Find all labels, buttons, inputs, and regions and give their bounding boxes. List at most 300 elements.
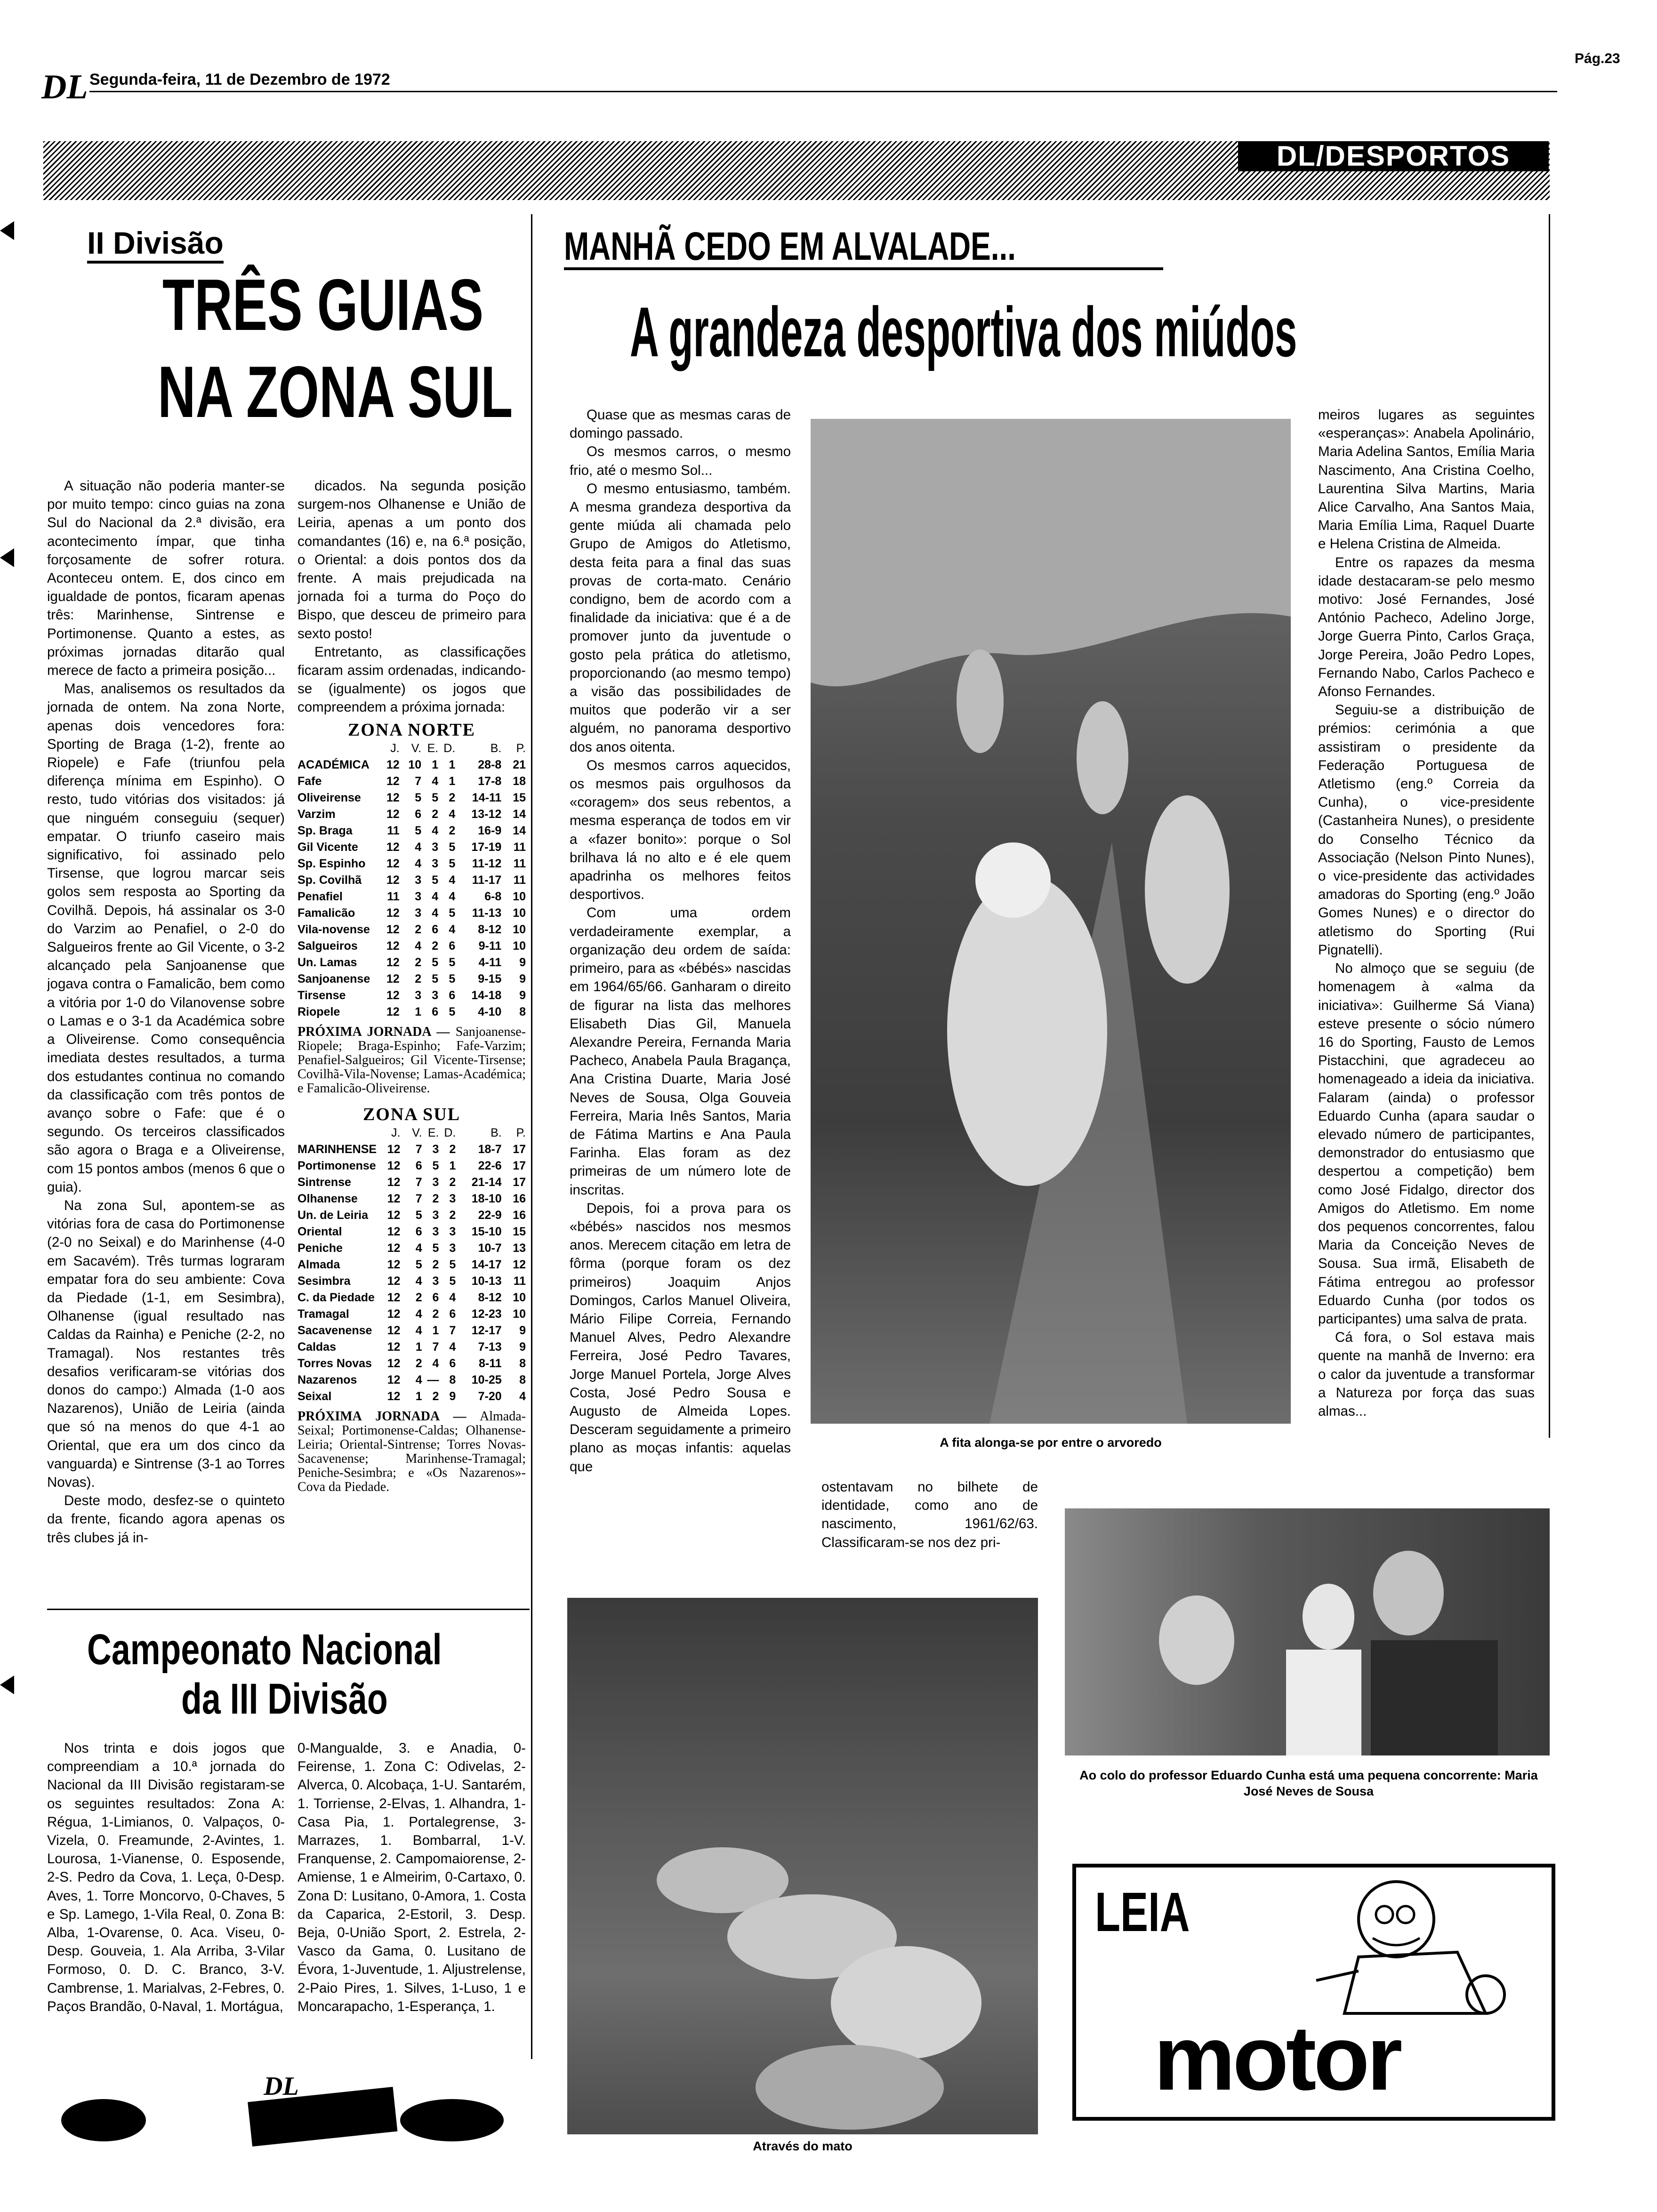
zona-norte-cell: 3 [432, 988, 439, 1002]
zona-norte-cell: 5 [432, 791, 439, 804]
zona-sul-cell: 2 [432, 1192, 439, 1205]
zona-sul-row [298, 1240, 526, 1257]
article3-col3-p4: No almoço que se seguiu (de homenagem à «alma da iniciativa»: Guilherme Sá Viana) esteve presente o sócio número 16 do Sporting, Fausto de Lemos Pistacchini, que agradeceu ao homenageado a ideia da iniciativa. Falaram (ainda) o professor Eduardo Cunha (apara saudar o elevado número de participantes, demonstrador do entusiasmo que despertou a competição) bem como José Fidalgo, director dos Amigos do Atletismo. Em nome dos pequenos concorrentes, falou Maria da Conceição Neves de Sousa. Sua irmã, Elisabeth de Fátima entregou ao professor Eduardo Cunha (por todos os participantes) uma salva de prata. [1318, 961, 1535, 1327]
zona-norte-cell: 8 [519, 1005, 526, 1018]
zona-sul-header-3: D. [444, 1126, 456, 1139]
article1-col1-p4: Deste modo, desfez-se o quinteto da frente, ficando agora apenas os três clubes já in- [47, 1493, 285, 1546]
zona-sul-cell: Nazarenos [298, 1373, 357, 1387]
article-divider [47, 1609, 530, 1610]
zona-norte-cell: 2 [415, 972, 422, 986]
zona-sul-cell: 10 [513, 1290, 526, 1304]
zona-sul-cell: 12 [387, 1258, 401, 1271]
zona-norte-cell: 17-19 [471, 840, 502, 854]
zona-sul-cell: Olhanense [298, 1192, 358, 1205]
zona-norte-cell: 1 [432, 758, 439, 771]
zona-norte-row [298, 905, 526, 922]
zona-sul-cell: Tramagal [298, 1307, 349, 1321]
ad-leia: LEIA [1095, 1881, 1190, 1943]
zona-norte-row [298, 954, 526, 971]
zona-sul-cell: 14-17 [471, 1258, 502, 1271]
zona-sul-cell: 17 [513, 1142, 526, 1156]
caption-through-bush: Através do mato [753, 2139, 853, 2153]
zona-sul-cell: 1 [449, 1159, 456, 1172]
zona-sul-cell: 5 [432, 1241, 439, 1255]
zona-sul-cell: 8-12 [478, 1290, 502, 1304]
zona-norte-row [298, 922, 526, 938]
zona-sul-cell: 6 [415, 1225, 422, 1238]
photo1-runner-head [975, 842, 1051, 918]
zona-sul-cell: 2 [432, 1307, 439, 1321]
zona-norte-cell: 3 [415, 873, 422, 887]
zona-sul-cell: 2 [449, 1175, 456, 1189]
zona-norte-cell: 6 [415, 807, 422, 821]
zona-sul-cell: 12-23 [471, 1307, 502, 1321]
zona-norte-cell: 12 [386, 807, 400, 821]
zona-sul-cell: 12 [387, 1323, 401, 1337]
zona-norte-cell: 10 [513, 922, 526, 936]
zona-norte-cell: 9 [519, 988, 526, 1002]
zona-norte-cell: 16-9 [478, 824, 502, 837]
zona-sul-cell: 2 [415, 1356, 422, 1370]
zona-norte-cell: 6 [432, 922, 439, 936]
zona-sul-cell: C. da Piedade [298, 1290, 375, 1304]
zona-sul-cell: 4 [449, 1290, 456, 1304]
article1-col1-p3: Na zona Sul, apontem-se as vitórias fora de casa do Portimonense (2-0 no Seixal) e do Marinhense (4-0 em Sacavém). Três turmas lograram empatar fora do seu ambiente: Cova da Piedade (1-1, em Sesimbra), Olhanense (igual resultado nas Caldas da Rainha) e Peniche (2-2, no Tramagal). Nos restantes três desafios verificaram-se vitórias dos donos do campo:) Almada (1-0 aos Nazarenos), União de Leiria (ainda que só na menos do que 4-1 ao Oriental, que era um dos cinco da vanguarda) e Sintrense (3-1 ao Torres Novas). [47, 1197, 285, 1490]
zona-sul-cell: 10-25 [471, 1373, 502, 1387]
article2-headline-line1: Campeonato Nacional [87, 1626, 442, 1674]
article1-headline-line2: NA ZONA SUL [158, 351, 513, 433]
zona-norte-cell: 5 [415, 824, 422, 837]
zona-sul-cell: 12 [387, 1241, 401, 1255]
article2-headline-line2: da III Divisão [181, 1675, 388, 1723]
zona-norte-cell: 7 [415, 774, 422, 788]
zona-sul-cell: 4 [415, 1241, 422, 1255]
zona-norte-cell: 11 [513, 840, 526, 854]
zona-sul-cell: 12 [387, 1225, 401, 1238]
zona-norte-cell: 10 [513, 939, 526, 953]
photo2-crowd-3 [831, 1946, 981, 2059]
zona-norte-cell: 12 [386, 972, 400, 986]
zona-sul-cell: Torres Novas [298, 1356, 372, 1370]
zona-norte-cell: Sp. Braga [298, 824, 353, 837]
photo-race-trees-art [811, 419, 1291, 1424]
zona-norte-cell: Tirsense [298, 988, 346, 1002]
zona-norte-cell: 5 [432, 873, 439, 887]
article1-col1-p2: Mas, analisemos os resultados da jornada de ontem. Na zona Norte, apenas dois vencedores fora: Sporting de Braga (1-2), frente ao Riopele) e Fafe (triunfou pela diferença mínima em Espinho). O resto, tudo vitórias dos visitados: já que ninguém conseguiu (sequer) empatar. O triunfo caseiro mais significativo, foi assinado pelo Tirsense, que logrou marcar seis golos sem resposta ao Sporting da Covilhã. Depois, há assinalar os 3-0 do Varzim ao Penafiel, o 2-0 do Salgueiros frente ao Gil Vicente, o 3-2 alcançado pela Sanjoanense que jogava contra o Famalicão, bem como a vitória por 1-0 do Vilanovense sobre o Lamas e o 3-1 da Académica sobre a Oliveirense. Como consequência imediata destes resultados, a turma dos estudantes continua no comando da classificação com três pontos de avanço sobre o Fafe: que é o segundo. Os terceiros classificados são agora o Braga e a Oliveirense, com 15 pontos ambos (menos 6 que o guia). [47, 681, 285, 1195]
zona-sul-cell: 3 [449, 1192, 456, 1205]
photo-through-bush-art [567, 1598, 1038, 2134]
zona-sul-cell: 17 [513, 1175, 526, 1189]
zona-sul-cell: 18-7 [478, 1142, 502, 1156]
zona-norte-cell: 15 [513, 791, 526, 804]
zona-norte-cell: 12 [386, 840, 400, 854]
zona-sul-cell: 9 [519, 1340, 526, 1354]
zona-sul-cell: 3 [449, 1241, 456, 1255]
zona-sul-cell: 7 [432, 1340, 439, 1354]
article3-col1-p1: Quase que as mesmas caras de domingo passado. [570, 407, 791, 441]
photo1-sky [811, 419, 1291, 686]
zona-sul-cell: 12 [513, 1258, 526, 1271]
zona-sul-cell: Almada [298, 1258, 340, 1271]
zona-norte-header-2: E. [427, 741, 439, 755]
zona-sul-cell: 6 [415, 1159, 422, 1172]
zona-norte-cell: Fafe [298, 774, 322, 788]
zona-sul-cell: 5 [432, 1159, 439, 1172]
zona-sul-cell: MARINHENSE [298, 1142, 377, 1156]
masthead-date: Segunda-feira, 11 de Dezembro de 1972 [89, 71, 390, 88]
zona-sul-cell: 3 [432, 1208, 439, 1222]
zona-norte-cell: 11-13 [472, 906, 502, 920]
zona-norte-cell: 3 [415, 988, 422, 1002]
article2-col2-text: 0-Mangualde, 3. e Anadia, 0-Feirense, 1. Zona C: Odivelas, 2-Alverca, 0. Alcobaça, 1-U. Santarém, 1. Torriense, 2-Elvas, 1. Alhandra, 1-Casa Pia, 1. Portalegrense, 3-Marrazes, 1. Bombarral, 1-V. Franquense, 2. Campomaiorense, 2-Amiense, 1 e Almeirim, 0-Cartaxo, 0. Zona D: Lusitano, 0-Amora, 1. Costa da Caparica, 2-Estoril, 3. Desp. Beja, 0-União Sport, 2. Estrela, 2-Vasco da Gama, 0. Lusitano de Évora, 1-Juventude, 1. Aljustrelense, 2-Paio Pires, 1. Silves, 1-Luso, 1 e Moncarapacho, 1-Esperança, 1. [298, 1740, 526, 2014]
zona-sul-cell: 12 [387, 1142, 401, 1156]
photo3-man-left [1159, 1595, 1234, 1685]
zona-norte-cell: 5 [432, 955, 439, 969]
article3-kicker-text: MANHÃ CEDO EM ALVALADE... [564, 224, 1016, 268]
zona-norte-cell: 9-11 [478, 939, 502, 953]
zona-sul-cell: 12 [387, 1192, 401, 1205]
zona-norte-cell: Famalicão [298, 906, 355, 920]
zona-sul-cell: 7 [449, 1323, 456, 1337]
article3-col1-p2: Os mesmos carros, o mesmo frio, até o mesmo Sol... [570, 444, 791, 478]
zona-norte-cell: 12 [386, 791, 400, 804]
zona-norte-table [298, 740, 526, 1020]
zona-sul-cell: 6 [449, 1307, 456, 1321]
zona-norte-cell: 10 [513, 890, 526, 903]
zona-norte-cell: 4 [432, 824, 439, 837]
zona-norte-cell: 6 [449, 939, 456, 953]
article2-column1 [47, 1739, 285, 2040]
zona-norte-cell: 14 [513, 824, 526, 837]
zona-norte-cell: 6 [449, 988, 456, 1002]
ad-cartoon-mascot-icon [1288, 1872, 1533, 2023]
zona-sul-row [298, 1224, 526, 1240]
zona-norte-cell: Oliveirense [298, 791, 361, 804]
zona-sul-cell: 4 [432, 1356, 439, 1370]
zona-norte-cell: 5 [449, 1005, 456, 1018]
masthead-rule [89, 91, 1557, 92]
zona-sul-row [298, 1339, 526, 1355]
zona-sul-cell: 4 [415, 1323, 422, 1337]
article3-column3 [1318, 406, 1535, 1483]
zona-norte-cell: 3 [415, 906, 422, 920]
zona-sul-proxima-text: Almada-Seixal; Portimonense-Caldas; Olhanense-Leiria; Oriental-Sintrense; Torres Novas-Sacavenense; Marinhense-Tramagal; Peniche-Sesimbra; e «Os Nazarenos»-Cova da Piedade. [298, 1409, 526, 1494]
section-banner-label: DL/DESPORTOS [1238, 141, 1549, 171]
photo2-crowd-4 [756, 2045, 944, 2130]
zona-norte-cell: 12 [386, 873, 400, 887]
zona-sul-cell: 4 [415, 1373, 422, 1387]
article3-col1-p3: O mesmo entusiasmo, também. A mesma grandeza desportiva da gente miúda ali chamada pelo Grupo de Amigos do Atletismo, desta feita para a final das suas provas de corta-mato. Cenário condigno, bem de acordo com a finalidade da iniciativa: que é a de promover junto da juventude o gosto pela prática do atletismo, proporcionando (ao mesmo tempo) a visão das possibilidades de muitos que poderão vir a ser alguém, no panorama desportivo dos anos oitenta. [570, 481, 791, 755]
zona-sul-cell: 7 [415, 1175, 422, 1189]
zona-norte-row [298, 856, 526, 872]
zona-norte-cell: Vila-novense [298, 922, 370, 936]
zona-sul-row [298, 1290, 526, 1306]
zona-sul-cell: 8 [519, 1356, 526, 1370]
zona-sul-row [298, 1322, 526, 1339]
article3-col2-text: ostentavam no bilhete de identidade, como ano de nascimento, 1961/62/63. Classificaram-se nos dez pri- [821, 1479, 1038, 1550]
zona-sul-cell: 2 [449, 1208, 456, 1222]
zona-sul-cell: Sacavenense [298, 1323, 372, 1337]
zona-sul-cell: 12 [387, 1290, 401, 1304]
zona-sul-cell: 10-7 [478, 1241, 502, 1255]
article3-col1-p5: Com uma ordem verdadeiramente exemplar, a organização deu ordem de saída: primeiro, para as «bébés» nascidas em 1964/65/66. Ganharam o direito de figurar na lista das melhores Elisabeth Dias Gil, Manuela Alexandre Pereira, Fernanda Maria Pacheco, Anabela Paula Bragança, Ana Cristina Duarte, Maria José Neves de Sousa, Olga Gouveia Ferreira, Maria Inês Santos, Maria de Fátima Martins e Ana Paula Farinha. Elas foram as dez primeiras de um número lote de inscritas. [570, 905, 791, 1198]
zona-norte-row [298, 889, 526, 905]
zona-norte-cell: 2 [415, 922, 422, 936]
zona-norte-cell: 3 [432, 840, 439, 854]
zona-sul-cell: 12 [387, 1373, 401, 1387]
article3-col1-p4: Os mesmos carros aquecidos, os mesmos pais orgulhosos da «coragem» dos seus rebentos, a mesma esperança de todos em vir a «fazer bonito»: porque o Sol brilhava lá no alto e é ele quem apadrinha os melhores feitos desportivos. [570, 757, 791, 903]
photo-professor-child-art [1065, 1508, 1550, 1755]
zona-sul-cell: 15 [513, 1225, 526, 1238]
zona-norte-cell: 4-10 [478, 1005, 502, 1018]
zona-sul-cell: 3 [432, 1175, 439, 1189]
zona-sul-cell: 22-6 [478, 1159, 502, 1172]
zona-norte-cell: 10 [408, 758, 422, 771]
zona-sul-table [298, 1125, 526, 1405]
zona-sul-cell: 2 [449, 1142, 456, 1156]
zona-sul-cell: 9 [519, 1323, 526, 1337]
zona-sul-proxima [298, 1410, 526, 1494]
margin-marker-1 [0, 221, 14, 240]
zona-norte-cell: 2 [432, 807, 439, 821]
zona-norte-cell: 4 [432, 906, 439, 920]
zona-norte-cell: 11 [513, 873, 526, 887]
zona-norte-cell: 5 [449, 906, 456, 920]
zona-sul-row [298, 1355, 526, 1372]
zona-norte-cell: 12 [386, 939, 400, 953]
zona-sul-row [298, 1141, 526, 1158]
zona-norte-cell: Salgueiros [298, 939, 358, 953]
zona-sul-cell: 10 [513, 1307, 526, 1321]
zona-sul-cell: 12 [387, 1340, 401, 1354]
zona-norte-row [298, 872, 526, 889]
article3-headline: A grandeza desportiva dos miúdos [630, 292, 1297, 371]
photo1-runner-4 [1077, 701, 1128, 814]
zona-sul-cell: 5 [415, 1258, 422, 1271]
zona-sul-cell: 4 [415, 1307, 422, 1321]
zona-sul-cell: 7 [415, 1142, 422, 1156]
zona-sul-cell: 7 [415, 1192, 422, 1205]
zona-norte-row [298, 938, 526, 954]
zona-sul-cell: 1 [415, 1340, 422, 1354]
zona-norte-row [298, 1004, 526, 1020]
zona-norte-cell: 21 [513, 758, 526, 771]
zona-sul-header-0: J. [391, 1126, 401, 1139]
zona-norte-title: ZONA NORTE [348, 720, 475, 740]
article3-col3-p2: Entre os rapazes da mesma idade destacaram-se pelo mesmo motivo: José Fernandes, José António Pacheco, Adelino Jorge, Jorge Guerra Pinto, Carlos Graça, Jorge Pereira, João Pedro Lopes, Fernando Nabo, Carlos Pacheco e Afonso Fernandes. [1318, 554, 1535, 700]
zona-sul-cell: 13 [513, 1241, 526, 1255]
zona-sul-title: ZONA SUL [362, 1104, 461, 1124]
zona-sul-row [298, 1257, 526, 1273]
ad-motor-wordmark: motor [1154, 2007, 1400, 2109]
footer-logo: DL [264, 2072, 299, 2101]
zona-norte-header-5: P. [516, 741, 526, 755]
zona-sul-header-2: E. [427, 1126, 439, 1139]
zona-norte-cell: 4 [415, 857, 422, 870]
zona-sul-cell: 12 [387, 1175, 401, 1189]
zona-norte-cell: 4 [415, 840, 422, 854]
article1-kicker: II Divisão [87, 225, 224, 264]
zona-norte-cell: 9 [519, 972, 526, 986]
zona-sul-cell: 5 [449, 1258, 456, 1271]
zona-norte-header-1: V. [411, 741, 422, 755]
zona-sul-cell: 9 [449, 1389, 456, 1403]
article1-column2 [298, 477, 526, 1592]
zona-norte-cell: 4 [449, 922, 456, 936]
zona-norte-cell: Sp. Covilhã [298, 873, 362, 887]
zona-norte-cell: 12 [386, 988, 400, 1002]
zona-norte-header-3: D. [443, 741, 456, 755]
photo-through-bush [567, 1598, 1038, 2134]
article2-column2 [298, 1739, 526, 2040]
zona-norte-cell: Un. Lamas [298, 955, 357, 969]
zona-norte-cell: 6 [432, 1005, 439, 1018]
zona-norte-cell: Gil Vicente [298, 840, 358, 854]
zona-sul-cell: 12-17 [471, 1323, 502, 1337]
zona-norte-cell: Sanjoanense [298, 972, 370, 986]
zona-norte-cell: 13-12 [471, 807, 502, 821]
zona-sul-row [298, 1174, 526, 1191]
article3-col3-p5: Cá fora, o Sol estava mais quente na manhã de Inverno: era o calor da juventude a transformar a Natureza por força das suas almas... [1318, 1330, 1535, 1419]
zona-norte-cell: 12 [386, 774, 400, 788]
ad-motor [1072, 1864, 1555, 2121]
zona-sul-cell: 1 [432, 1323, 439, 1337]
zona-norte-cell: ACADÉMICA [298, 758, 370, 771]
zona-sul-proxima-label: PRÓXIMA JORNADA — [298, 1409, 467, 1424]
zona-norte-cell: 5 [432, 972, 439, 986]
zona-sul-cell: Caldas [298, 1340, 336, 1354]
column-rule-left [531, 214, 532, 2059]
zona-sul-cell: 3 [449, 1225, 456, 1238]
footer-hand-left [61, 2099, 146, 2141]
zona-norte-cell: 4 [449, 890, 456, 903]
zona-sul-cell: 18-10 [471, 1192, 502, 1205]
zona-sul-row [298, 1306, 526, 1322]
zona-norte-cell: 10 [513, 906, 526, 920]
article1-col2-p1: dicados. Na segunda posição surgem-nos Olhanense e União de Leiria, apenas a um ponto dos comandantes (16) e, na 6.ª posição, o Oriental: a dois pontos dos da frente. A mais prejudicada na jornada foi a turma do Poço do Bispo, que desceu de primeiro para sexto posto! [298, 478, 526, 641]
zona-norte-cell: 1 [449, 758, 456, 771]
zona-sul-cell: Un. de Leiria [298, 1208, 369, 1222]
zona-sul-cell: 12 [387, 1208, 401, 1222]
zona-sul-cell: 12 [387, 1274, 401, 1288]
zona-sul-cell: 7-13 [478, 1340, 502, 1354]
zona-sul-cell: 2 [432, 1258, 439, 1271]
zona-norte-cell: 12 [386, 857, 400, 870]
zona-norte-cell: 14-18 [471, 988, 502, 1002]
zona-norte-cell: 5 [449, 972, 456, 986]
zona-norte-cell: 3 [415, 890, 422, 903]
zona-sul-cell: 4 [449, 1340, 456, 1354]
zona-sul-cell: 2 [415, 1290, 422, 1304]
zona-norte-cell: 11 [513, 857, 526, 870]
article1-headline-line1: TRÊS GUIAS [162, 264, 484, 345]
zona-norte-row [298, 757, 526, 773]
zona-sul-cell: 1 [415, 1389, 422, 1403]
zona-sul-cell: 12 [387, 1159, 401, 1172]
article3-col3-p1: meiros lugares as seguintes «esperanças»: Anabela Apolinário, Maria Adelina Santos, Emília Maria Nascimento, Ana Cristina Coelho, Laurentina Silva Martins, Maria Alice Carvalho, Ana Santos Maia, Maria Emília Lima, Raquel Duarte e Helena Cristina de Almeida. [1318, 407, 1535, 552]
zona-norte-cell: 12 [386, 758, 400, 771]
zona-norte-cell: 4 [415, 939, 422, 953]
zona-sul-cell: 16 [513, 1208, 526, 1222]
zona-sul-header-1: V. [412, 1126, 422, 1139]
zona-sul-cell: Sintrense [298, 1175, 351, 1189]
margin-marker-2 [0, 548, 14, 567]
zona-norte-cell: 1 [415, 1005, 422, 1018]
zona-norte-row [298, 839, 526, 856]
zona-sul-header-5: P. [516, 1126, 526, 1139]
zona-norte-cell: 4 [432, 774, 439, 788]
zona-sul-cell: 6 [432, 1290, 439, 1304]
zona-norte-cell: Sp. Espinho [298, 857, 366, 870]
article3-column2-cont [821, 1478, 1038, 1558]
zona-sul-cell: 21-14 [471, 1175, 502, 1189]
zona-sul-cell: 10-13 [471, 1274, 502, 1288]
zona-sul-cell: 2 [432, 1389, 439, 1403]
zona-norte-row [298, 987, 526, 1004]
zona-sul-cell: 7-20 [478, 1389, 502, 1403]
zona-sul-row [298, 1273, 526, 1290]
zona-norte-header-4: B. [490, 741, 502, 755]
zona-sul-cell: 11 [513, 1274, 526, 1288]
zona-sul-cell: Sesimbra [298, 1274, 351, 1288]
zona-sul-cell: 5 [415, 1208, 422, 1222]
zona-norte-cell: 12 [386, 922, 400, 936]
zona-sul-cell: 6 [449, 1356, 456, 1370]
zona-sul-row [298, 1191, 526, 1207]
zona-norte-cell: 2 [449, 824, 456, 837]
zona-norte-cell: 17-8 [478, 774, 502, 788]
zona-norte-cell: Riopele [298, 1005, 340, 1018]
zona-norte-cell: 6-8 [484, 890, 502, 903]
zona-norte-proxima-label: PRÓXIMA JORNADA — [298, 1024, 450, 1039]
zona-norte-cell: 3 [432, 857, 439, 870]
photo1-runner-3 [957, 649, 1004, 753]
zona-norte-cell: 2 [415, 955, 422, 969]
zona-sul-cell: 15-10 [471, 1225, 502, 1238]
caption-professor-child: Ao colo do professor Eduardo Cunha está uma pequena concorrente: Maria José Neves de Sousa [1079, 1768, 1538, 1798]
zona-sul-cell: 5 [449, 1274, 456, 1288]
article3-col1-p6: Depois, foi a prova para os «bébés» nascidos nos mesmos anos. Merecem citação em letra de fôrma (porque foram os dez primeiros) Joaquim Anjos Domingos, Carlos Manuel Oliveira, Mário Filipe Correia, Fernando Manuel Alves, Pedro Alexandre Ferreira, José Pedro Tavares, Jorge Manuel Portela, Jorge Alves Costa, José Pedro Sousa e Augusto de Almeida Lopes. Desceram seguidamente a primeiro plano as moças infantis: aquelas que [570, 1200, 791, 1475]
photo-race-trees [811, 419, 1291, 1424]
zona-sul-header-row [298, 1125, 526, 1141]
zona-sul-cell: 8 [519, 1373, 526, 1387]
zona-norte-proxima [298, 1025, 526, 1096]
zona-sul-cell: Portimonense [298, 1159, 376, 1172]
page-number: Pág.23 [1575, 51, 1620, 66]
zona-norte-row [298, 773, 526, 790]
zona-sul-cell: 8-11 [479, 1356, 502, 1370]
zona-norte-cell: 12 [386, 1005, 400, 1018]
zona-sul-cell: 3 [432, 1274, 439, 1288]
zona-norte-cell: 11-17 [472, 873, 502, 887]
photo1-runner-girl [947, 875, 1107, 1186]
zona-norte-cell: 18 [513, 774, 526, 788]
photo3-professor-face [1373, 1551, 1444, 1635]
article3-kicker [564, 225, 1163, 270]
zona-sul-row [298, 1372, 526, 1388]
article1-col2-p2: Entretanto, as classificações ficaram assim ordenadas, indicando-se (igualmente) os jogos que compreendem a próxima jornada: [298, 644, 526, 715]
margin-marker-3 [0, 1675, 14, 1694]
zona-norte-cell: 5 [449, 955, 456, 969]
zona-sul-cell: Oriental [298, 1225, 342, 1238]
photo-professor-child [1065, 1508, 1550, 1755]
photo3-child-face [1303, 1584, 1354, 1650]
zona-norte-cell: 9 [519, 955, 526, 969]
zona-sul-cell: 12 [387, 1307, 401, 1321]
zona-sul-row [298, 1207, 526, 1224]
zona-norte-cell: 4-11 [478, 955, 502, 969]
zona-norte-header-row [298, 740, 526, 757]
